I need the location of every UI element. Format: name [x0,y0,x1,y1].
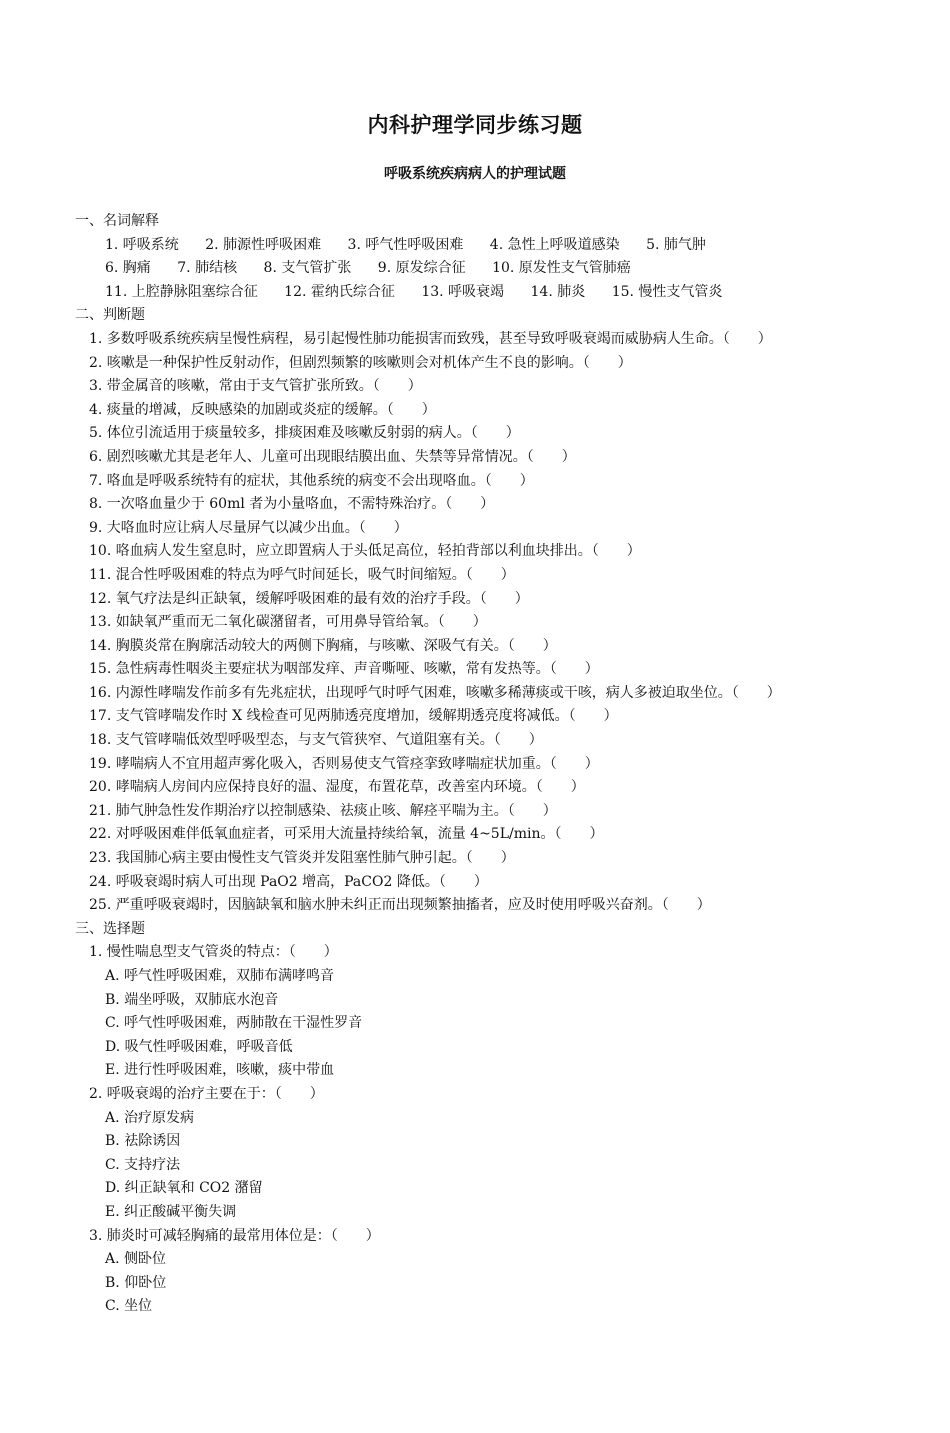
answer-option: C. 坐位 [105,1298,153,1315]
terms-row [75,234,935,258]
true-false-item: 17. 支气管哮喘发作时 X 线检查可见两肺透亮度增加，缓解期透亮度将减低。（ ） [89,708,618,725]
true-false-item: 5. 体位引流适用于痰量较多，排痰困难及咳嗽反射弱的病人。（ ） [89,425,520,442]
true-false-item: 18. 支气管哮喘低效型呼吸型态，与支气管狭窄、气道阻塞有关。（ ） [89,732,543,749]
question-stem: 2. 呼吸衰竭的治疗主要在于：（ ） [89,1085,324,1102]
true-false-item: 20. 哮喘病人房间内应保持良好的温、湿度，布置花草，改善室内环境。（ ） [89,779,585,796]
answer-option: D. 纠正缺氧和 CO2 潴留 [105,1180,263,1197]
answer-option: A. 呼气性呼吸困难，双肺布满哮鸣音 [105,968,335,984]
answer-option: A. 侧卧位 [105,1251,167,1268]
term-item: 12. 霍纳氏综合征 [284,283,395,300]
term-item: 10. 原发性支气管肺癌 [492,260,631,277]
term-item: 9. 原发综合征 [377,260,466,277]
term-item: 4. 急性上呼吸道感染 [489,236,620,253]
term-item: 7. 肺结核 [177,260,238,277]
answer-option: C. 呼气性呼吸困难，两肺散在干湿性罗音 [105,1015,363,1032]
answer-option: A. 治疗原发病 [105,1109,195,1126]
document-title: 内科护理学同步练习题 [367,113,583,137]
true-false-item: 6. 剧烈咳嗽尤其是老年人、儿童可出现眼结膜出血、失禁等异常情况。（ ） [89,448,576,465]
true-false-item: 8. 一次咯血量少于 60ml 者为小量咯血，不需特殊治疗。（ ） [89,496,495,513]
term-item: 13. 呼吸衰竭 [421,283,505,300]
true-false-item: 14. 胸膜炎常在胸廓活动较大的两侧下胸痛，与咳嗽、深吸气有关。（ ） [89,637,557,654]
answer-option: E. 进行性呼吸困难，咳嗽，痰中带血 [105,1062,335,1079]
document-body [75,210,935,1319]
true-false-item: 2. 咳嗽是一种保护性反射动作，但剧烈频繁的咳嗽则会对机体产生不良的影响。（ ） [89,354,632,371]
section-heading-terms: 一、名词解释 [75,213,159,229]
true-false-item: 4. 痰量的增减，反映感染的加剧或炎症的缓解。（ ） [89,401,436,418]
answer-option: B. 祛除诱因 [105,1133,181,1150]
true-false-item: 12. 氧气疗法是纠正缺氧，缓解呼吸困难的最有效的治疗手段。（ ） [89,590,529,607]
term-item: 14. 肺炎 [530,283,586,300]
true-false-item: 7. 咯血是呼吸系统特有的症状，其他系统的病变不会出现咯血。（ ） [89,472,534,489]
true-false-item: 13. 如缺氧严重而无二氧化碳潴留者，可用鼻导管给氧。（ ） [89,614,487,631]
true-false-item: 19. 哮喘病人不宜用超声雾化吸入，否则易使支气管痉挛致哮喘症状加重。（ ） [89,755,599,772]
answer-option: E. 纠正酸碱平衡失调 [105,1203,237,1220]
term-item: 3. 呼气性呼吸困难 [347,236,464,253]
term-item: 11. 上腔静脉阻塞综合征 [105,283,258,300]
true-false-item: 3. 带金属音的咳嗽，常由于支气管扩张所致。（ ） [89,378,422,395]
section-heading-true-false: 二、判断题 [75,307,145,324]
true-false-item: 24. 呼吸衰竭时病人可出现 PaO2 增高，PaCO2 降低。（ ） [89,873,488,890]
true-false-item: 10. 咯血病人发生窒息时，应立即置病人于头低足高位，轻拍背部以利血块排出。（ ） [89,543,641,560]
true-false-item: 9. 大咯血时应让病人尽量屏气以减少出血。（ ） [89,519,408,536]
answer-option: B. 仰卧位 [105,1274,167,1291]
answer-option: C. 支持疗法 [105,1156,181,1173]
section-heading-multiple-choice: 三、选择题 [75,920,145,937]
true-false-item: 15. 急性病毒性咽炎主要症状为咽部发痒、声音嘶哑、咳嗽，常有发热等。（ ） [89,661,599,678]
true-false-item: 23. 我国肺心病主要由慢性支气管炎并发阻塞性肺气肿引起。（ ） [89,850,515,867]
true-false-item: 11. 混合性呼吸困难的特点为呼气时间延长，吸气时间缩短。（ ） [89,566,515,583]
question-stem: 1. 慢性喘息型支气管炎的特点：（ ） [89,944,338,961]
term-item: 1. 呼吸系统 [105,236,179,253]
true-false-item: 16. 内源性哮喘发作前多有先兆症状，出现呼气时呼气困难，咳嗽多稀薄痰或干咳，病人多被迫取坐位。（ ） [89,684,781,701]
true-false-item: 21. 肺气肿急性发作期治疗以控制感染、祛痰止咳、解痉平喘为主。（ ） [89,802,557,819]
document-subtitle: 呼吸系统疾病病人的护理试题 [384,166,566,182]
answer-option: D. 吸气性呼吸困难，呼吸音低 [105,1038,293,1055]
term-item: 6. 胸痛 [105,260,151,277]
true-false-item: 25. 严重呼吸衰竭时，因脑缺氧和脑水肿未纠正而出现频繁抽搐者，应及时使用呼吸兴奋剂。（ ） [89,897,711,914]
question-stem: 3. 肺炎时可减轻胸痛的最常用体位是：（ ） [89,1227,380,1244]
answer-option: B. 端坐呼吸，双肺底水泡音 [105,991,279,1008]
term-item: 5. 肺气肿 [646,236,706,253]
terms-row [75,257,935,281]
true-false-item: 1. 多数呼吸系统疾病呈慢性病程，易引起慢性肺功能损害而致残，甚至导致呼吸衰竭而威胁病人生命。（ ） [89,330,772,347]
term-item: 8. 支气管扩张 [263,260,352,277]
term-item: 15. 慢性支气管炎 [611,283,723,300]
terms-row [75,281,935,305]
term-item: 2. 肺源性呼吸困难 [205,236,322,253]
true-false-item: 22. 对呼吸困难伴低氧血症者，可采用大流量持续给氧，流量 4~5L/min。（ ） [89,826,604,843]
